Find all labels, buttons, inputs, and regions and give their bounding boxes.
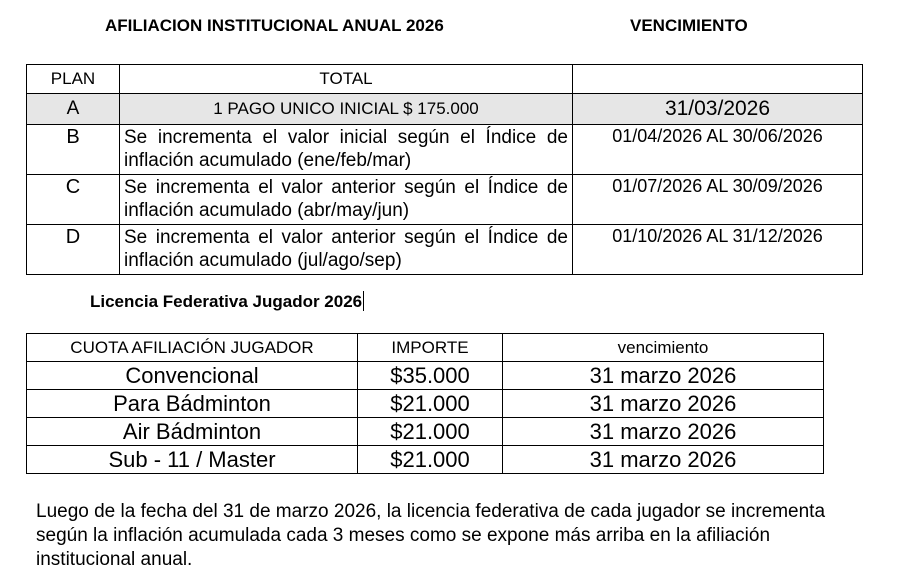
header-total: TOTAL [120, 65, 573, 94]
licencia-title [90, 291, 364, 312]
importe-cell: $21.000 [358, 390, 503, 418]
table-row [27, 390, 824, 418]
venc-cell: 01/07/2026 AL 30/09/2026 [573, 175, 863, 225]
plan-cell: B [27, 125, 120, 175]
afiliacion-table [26, 64, 863, 275]
cuota-cell: Para Bádminton [27, 390, 358, 418]
table-row [27, 446, 824, 474]
header-plan: PLAN [27, 65, 120, 94]
table-row [27, 225, 863, 275]
venc-cell: 31 marzo 2026 [503, 390, 824, 418]
venc-cell: 31 marzo 2026 [503, 418, 824, 446]
table-header-row [27, 65, 863, 94]
table-row [27, 175, 863, 225]
footer-paragraph: Luego de la fecha del 31 de marzo 2026, la licencia federativa de cada jugador se incrementa según la inflación acumulada cada 3 meses como se expone más arriba en la afiliación institucional anual. [36, 501, 826, 570]
importe-cell: $35.000 [358, 362, 503, 390]
table-row [27, 125, 863, 175]
vencimiento-title: VENCIMIENTO [630, 16, 748, 35]
table-row [27, 418, 824, 446]
afiliacion-title: AFILIACION INSTITUCIONAL ANUAL 2026 [105, 16, 444, 35]
text-cursor [363, 291, 364, 311]
header-venc [573, 65, 863, 94]
header-importe: IMPORTE [358, 334, 503, 362]
venc-cell: 01/04/2026 AL 30/06/2026 [573, 125, 863, 175]
desc-cell: Se incrementa el valor anterior según el Índice de inflación acumulado (jul/ago/sep) [120, 225, 573, 275]
cuota-cell: Air Bádminton [27, 418, 358, 446]
desc-cell: Se incrementa el valor inicial según el Índice de inflación acumulado (ene/feb/mar) [120, 125, 573, 175]
cuota-cell: Sub - 11 / Master [27, 446, 358, 474]
table-row [27, 94, 863, 125]
table-row [27, 362, 824, 390]
plan-cell: A [27, 94, 120, 125]
header-vencimiento: vencimiento [503, 334, 824, 362]
total-cell: 1 PAGO UNICO INICIAL $ 175.000 [120, 94, 573, 125]
importe-cell: $21.000 [358, 418, 503, 446]
header-cuota: CUOTA AFILIACIÓN JUGADOR [27, 334, 358, 362]
licencia-title-text: Licencia Federativa Jugador 2026 [90, 292, 363, 311]
importe-cell: $21.000 [358, 446, 503, 474]
venc-cell: 31 marzo 2026 [503, 446, 824, 474]
desc-cell: Se incrementa el valor anterior según el Índice de inflación acumulado (abr/may/jun) [120, 175, 573, 225]
venc-cell: 31 marzo 2026 [503, 362, 824, 390]
plan-cell: C [27, 175, 120, 225]
table-header-row [27, 334, 824, 362]
licencia-table [26, 333, 824, 474]
cuota-cell: Convencional [27, 362, 358, 390]
venc-cell: 31/03/2026 [573, 94, 863, 125]
plan-cell: D [27, 225, 120, 275]
venc-cell: 01/10/2026 AL 31/12/2026 [573, 225, 863, 275]
